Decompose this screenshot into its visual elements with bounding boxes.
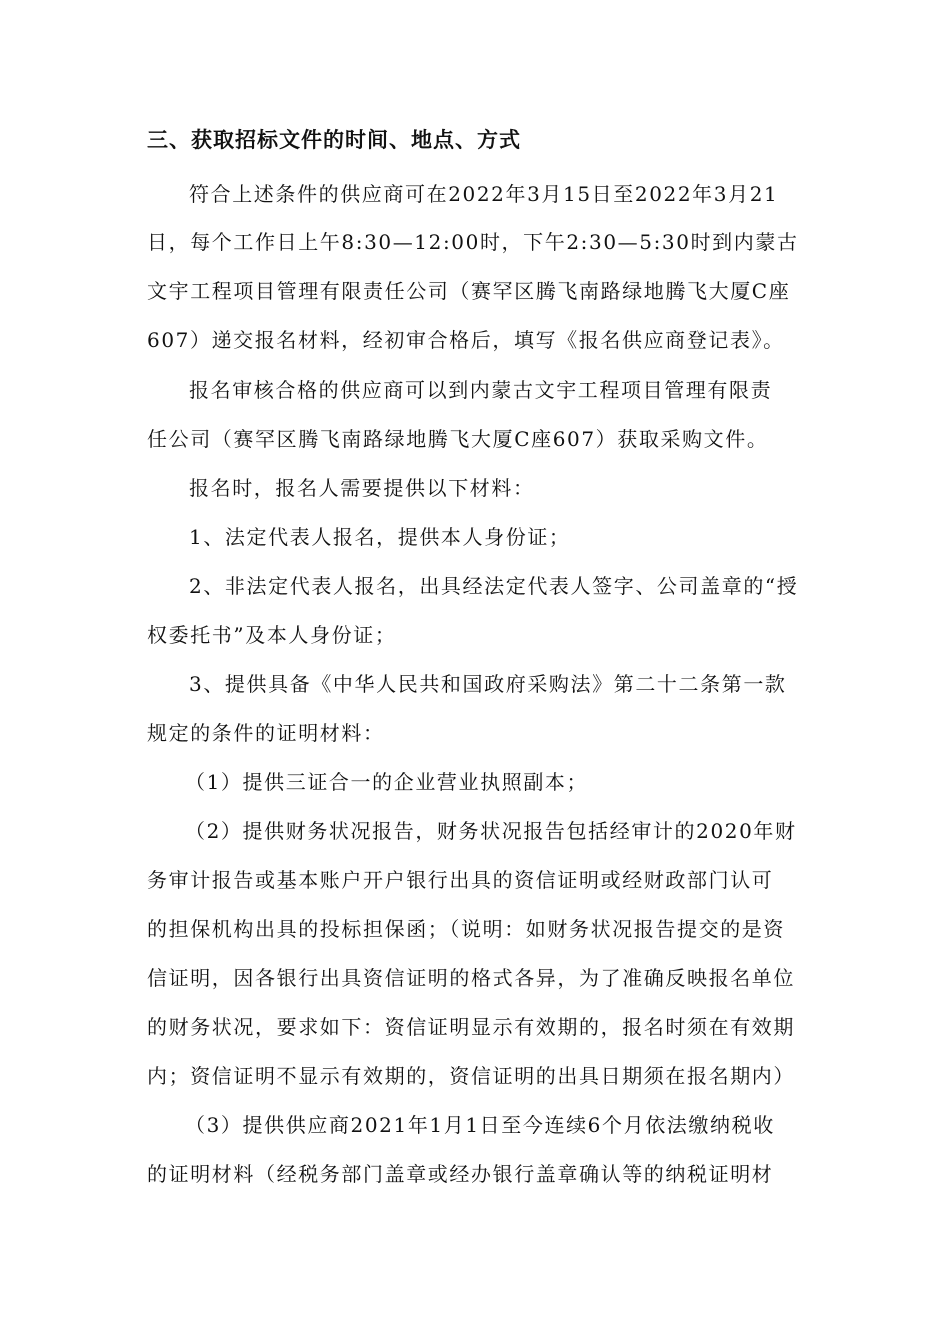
paragraph-line: 任公司（赛罕区腾飞南路绿地腾飞大厦C座607）获取采购文件。 xyxy=(147,427,769,451)
sub-list-item: （3）提供供应商2021年1月1日至今连续6个月依法缴纳税收 xyxy=(185,1113,775,1137)
paragraph-line: 的担保机构出具的投标担保函；（说明：如财务状况报告提交的是资 xyxy=(147,917,785,941)
paragraph-line: 的财务状况，要求如下：资信证明显示有效期的，报名时须在有效期 xyxy=(147,1015,795,1039)
paragraph-line: 的证明材料（经税务部门盖章或经办银行盖章确认等的纳税证明材 xyxy=(147,1162,774,1186)
paragraph-line: 规定的条件的证明材料： xyxy=(147,721,385,745)
sub-list-item: （2）提供财务状况报告，财务状况报告包括经审计的2020年财 xyxy=(185,819,797,843)
paragraph-line: 报名审核合格的供应商可以到内蒙古文宇工程项目管理有限责 xyxy=(189,378,773,402)
list-item: 2、非法定代表人报名，出具经法定代表人签字、公司盖章的“授 xyxy=(189,574,799,598)
paragraph-line: 日，每个工作日上午8:30—12:00时，下午2:30—5:30时到内蒙古 xyxy=(147,230,799,254)
section-heading: 三、获取招标文件的时间、地点、方式 xyxy=(147,128,521,152)
list-item: 3、提供具备《中华人民共和国政府采购法》第二十二条第一款 xyxy=(189,672,787,696)
sub-list-item: （1）提供三证合一的企业营业执照副本； xyxy=(185,770,589,794)
paragraph-line: 内；资信证明不显示有效期的，资信证明的出具日期须在报名期内） xyxy=(147,1064,795,1088)
list-item: 1、法定代表人报名，提供本人身份证； xyxy=(189,525,571,549)
paragraph-line: 务审计报告或基本账户开户银行出具的资信证明或经财政部门认可 xyxy=(147,868,774,892)
paragraph-line: 权委托书”及本人身份证； xyxy=(147,623,397,647)
paragraph-line: 信证明，因各银行出具资信证明的格式各异，为了准确反映报名单位 xyxy=(147,966,795,990)
paragraph-line: 报名时，报名人需要提供以下材料： xyxy=(189,476,535,500)
paragraph-line: 文宇工程项目管理有限责任公司（赛罕区腾飞南路绿地腾飞大厦C座 xyxy=(147,279,791,303)
paragraph-line: 607）递交报名材料，经初审合格后，填写《报名供应商登记表》。 xyxy=(147,328,785,352)
paragraph-line: 符合上述条件的供应商可在2022年3月15日至2022年3月21 xyxy=(189,182,779,206)
